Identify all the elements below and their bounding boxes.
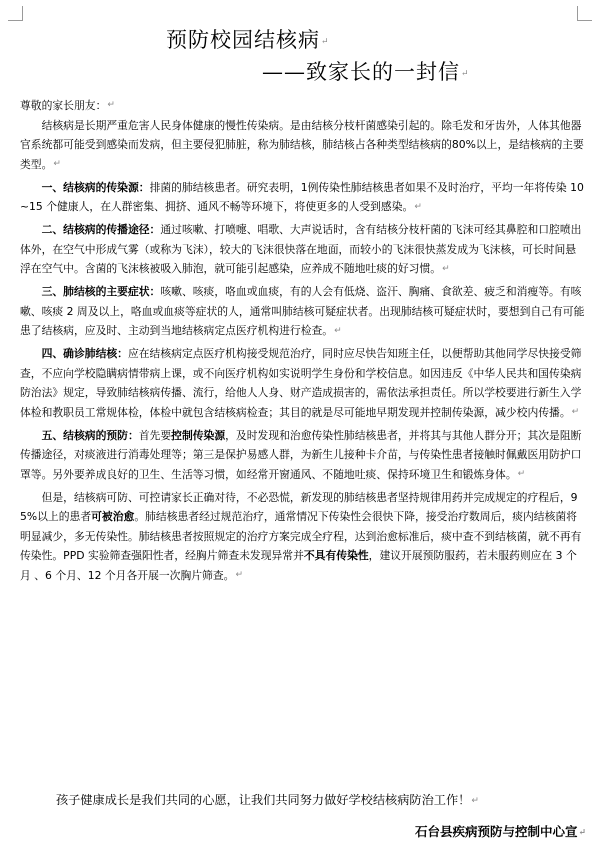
signature: 石台县疾病预防与控制中心宣↵ (414, 824, 586, 839)
salutation: 尊敬的家长朋友：↵ (20, 99, 115, 112)
section-transmission: 二、结核病的传播途径：通过咳嗽、打喷嚏、唱歌、大声说话时，含有结核分枝杆菌的飞沫可经其鼻腔和口腔喷出体外，在空气中形成气雾（或称为飞沫），较大的飞沫很快落在地面，而较小的飞沫很快蒸发成为飞沫核，可长时间悬浮在空气中。含菌的飞沫核被吸入肺泡，就可能引起感染，应养成不随地吐痰的好习惯。↵ (20, 223, 582, 276)
section-heading: 二、结核病的传播途径： (41, 223, 161, 237)
section-heading: 五、结核病的预防： (41, 428, 139, 442)
section-diagnosis: 四、确诊肺结核：应在结核病定点医疗机构接受规范治疗，同时应尽快告知班主任，以便帮助其他同学尽快接受筛查，不应向学校隐瞒病情带病上课，或不向医疗机构如实说明学生身份和学校信息。如因违反《中华人民共和国传染病防治法》规定，导致肺结核病传播、流行，给他人人身、财产造成损害的，需依法承担责任。所以学校要进行新生入学体检和教职员工常规体检，体检中就包含结核病检查；其目的就是尽可能地早期发现并控制传染源，减少校内传播。↵ (20, 347, 582, 419)
section-prevention: 五、结核病的预防：首先要控制传染源，及时发现和治愈传染性肺结核患者，并将其与其他人群分开；其次是阻断传播途径，对痰液进行消毒处理等；第三是保护易感人群，为新生儿接种卡介苗，与传染性患者接触时佩戴医用防护口罩等。另外要养成良好的卫生、生活等习惯，如经常开窗通风、不随地吐痰、保持环境卫生和锻炼身体。↵ (20, 428, 582, 481)
section-heading: 三、肺结核的主要症状： (41, 285, 161, 299)
crop-mark (577, 6, 592, 21)
section-heading: 四、确诊肺结核： (41, 347, 128, 361)
final-paragraph: 但是，结核病可防、可控请家长正确对待，不必恐慌，新发现的肺结核患者坚持规律用药并完成规定的疗程后，95%以上的患者可被治愈。肺结核患者经过规范治疗，通常情况下传染性会很快下降，接受治疗数周后，痰内结核菌将明显减少，多无传染性。肺结核患者按照规定的治疗方案完成全疗程，达到治愈标准后，痰中查不到结核菌，就不再有传染性。PPD 实验筛查强阳性者，经胸片筛查未发现异常并不具有传染性，建议开展预防服药，若未服药则应在 3 个月 、6 个月、12 个月各开展一次胸片筛查。↵ (20, 490, 582, 583)
intro-paragraph: 结核病是长期严重危害人民身体健康的慢性传染病。是由结核分枝杆菌感染引起的。除毛发和牙齿外，人体其他器官系统都可能受到感染而发病，但主要侵犯肺脏，称为肺结核，肺结核占各种类型结核病的80%以上，是结核病的主要类型。↵ (20, 118, 584, 171)
section-source: 一、结核病的传染源：排菌的肺结核患者。研究表明，1例传染性肺结核患者如果不及时治疗，平均一年将传染 10~15 个健康人，在人群密集、拥挤、通风不畅等环境下，将使更多的人受到感染。↵ (20, 180, 584, 214)
crop-mark (8, 6, 23, 21)
section-heading: 一、结核病的传染源： (41, 180, 150, 194)
closing-line: 孩子健康成长是我们共同的心愿，让我们共同努力做好学校结核病防治工作！↵ (56, 793, 479, 807)
section-symptoms: 三、肺结核的主要症状：咳嗽、咳痰，咯血或血痰，有的人会有低烧、盗汗、胸痛、食欲差、疲乏和消瘦等。有咳嗽、咳痰 2 周及以上，咯血或血痰等症状的人，通常叫肺结核可疑症状者。出现肺结核可疑症状时，要想到自己有可能患了结核病，应及时、主动到当地结核病定点医疗机构进行检查。↵ (20, 285, 585, 338)
letter-subtitle: ——致家长的一封信↵ (262, 60, 470, 84)
letter-body (20, 96, 586, 586)
letter-title: 预防校园结核病↵ (166, 28, 330, 52)
